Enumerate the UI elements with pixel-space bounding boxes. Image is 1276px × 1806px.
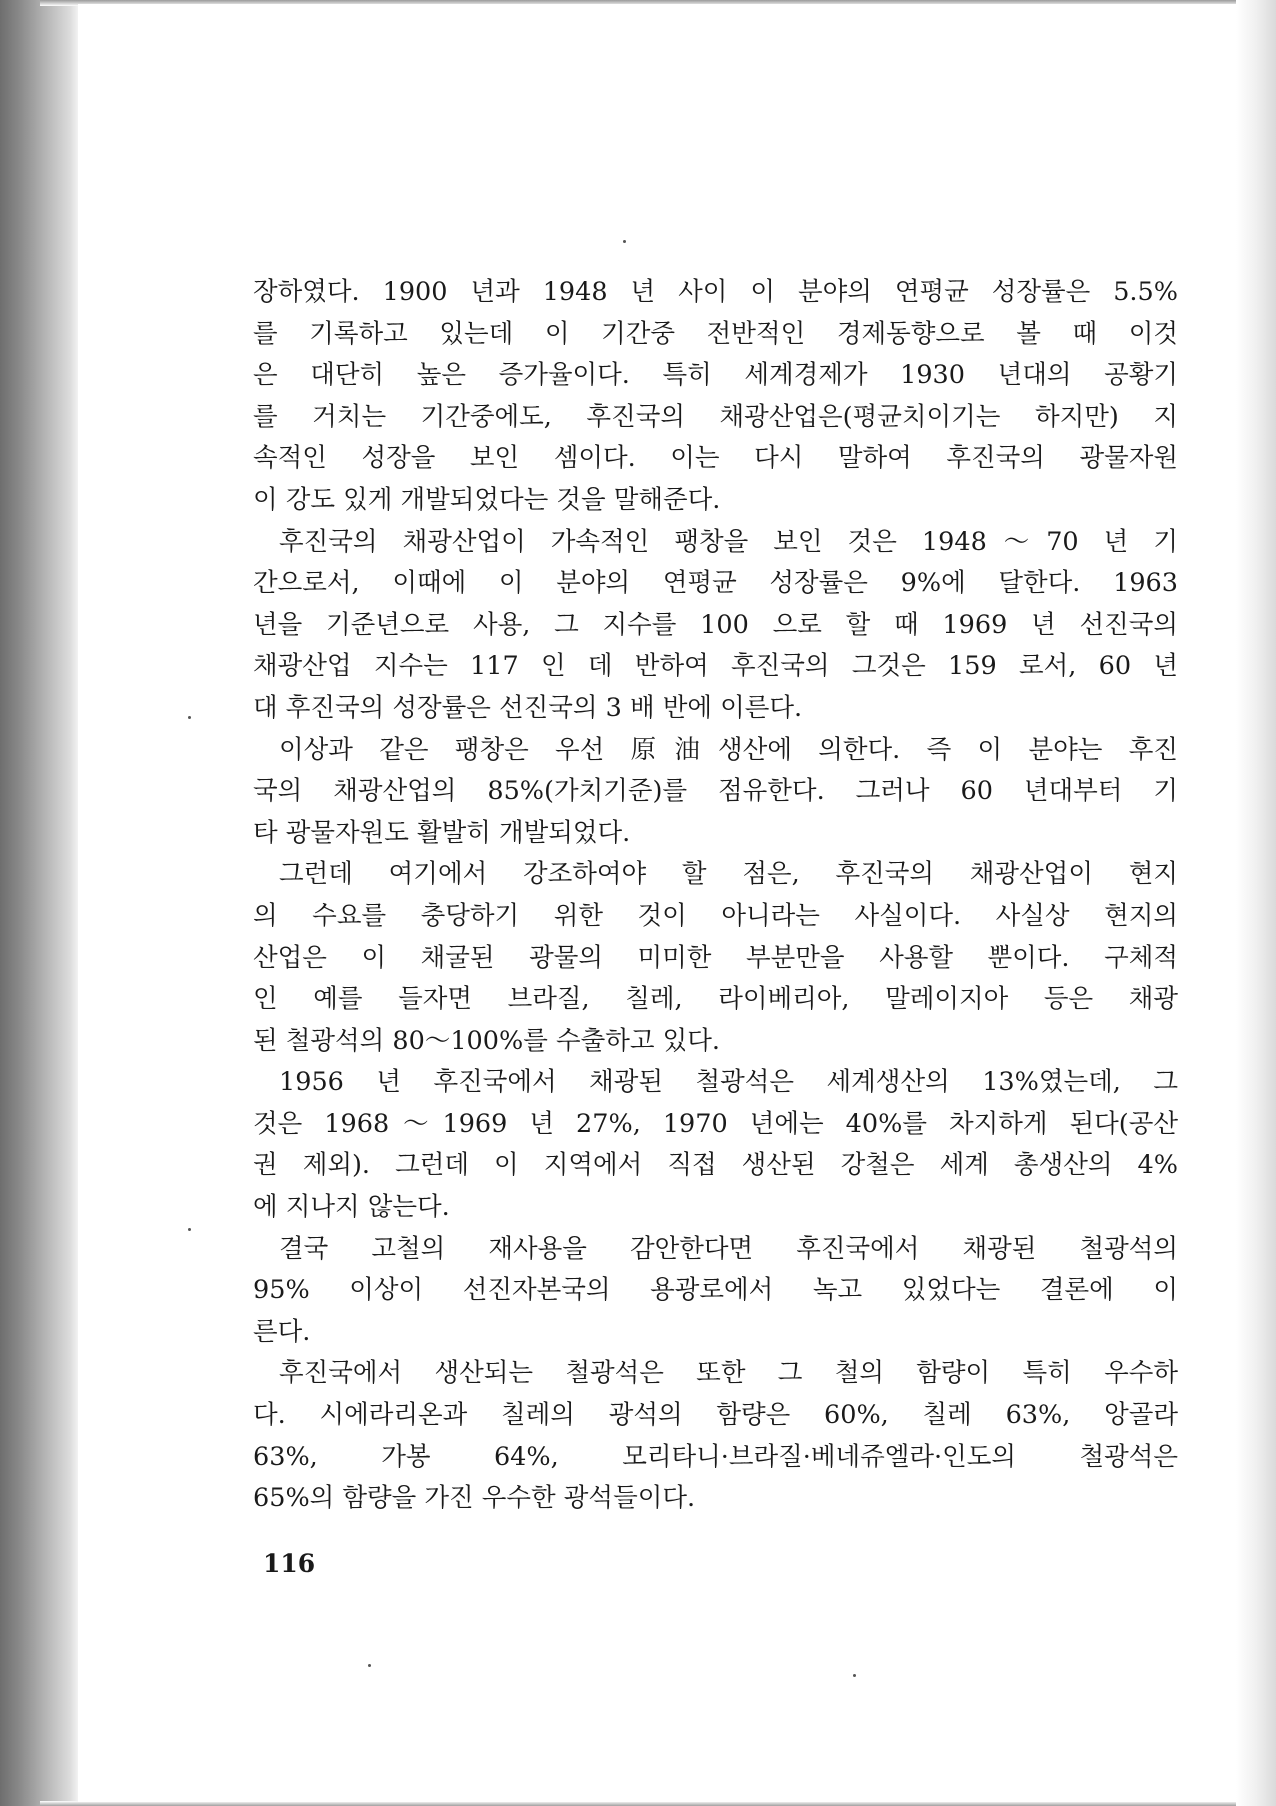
text-line: 권 제외). 그런데 이 지역에서 직접 생산된 강철은 세계 총생산의 4% (253, 1150, 1178, 1181)
text-line: 속적인 성장을 보인 셈이다. 이는 다시 말하여 후진국의 광물자원 (253, 443, 1178, 474)
text-line: 후진국의 채광산업이 가속적인 팽창을 보인 것은 1948～70 년 기 (279, 526, 1178, 557)
text-line: 이상과 같은 팽창은 우선 原油생산에 의한다. 즉 이 분야는 후진 (279, 734, 1178, 765)
scan-speck (853, 1674, 856, 1677)
text-line: 른다. (253, 1316, 311, 1347)
text-line: 장하였다. 1900 년과 1948 년 사이 이 분야의 연평균 성장률은 5.5% (253, 277, 1178, 307)
text-line: 에 지나지 않는다. (253, 1192, 450, 1223)
book-page-edge (0, 0, 78, 1806)
scan-speck (368, 1664, 371, 1667)
text-line: 국의 채광산업의 85%(가치기준)를 점유한다. 그러나 60 년대부터 기 (253, 776, 1178, 807)
text-line: 다. 시에라리온과 칠레의 광석의 함량은 60%, 칠레 63%, 앙골라 (253, 1400, 1178, 1431)
text-line: 것은 1968～1969 년 27%, 1970 년에는 40%를 차지하게 된다(공산 (253, 1108, 1178, 1139)
text-line: 의 수요를 충당하기 위한 것이 아니라는 사실이다. 사실상 현지의 (253, 900, 1178, 931)
paragraph (253, 730, 1178, 855)
text-line: 산업은 이 채굴된 광물의 미미한 부분만을 사용할 뿐이다. 구체적 (253, 942, 1178, 973)
page-right-shadow (1236, 0, 1276, 1806)
text-line: 은 대단히 높은 증가율이다. 특히 세계경제가 1930 년대의 공황기 (253, 360, 1178, 391)
paragraph (253, 1229, 1178, 1354)
paragraph (253, 854, 1178, 1062)
paragraph (253, 1353, 1178, 1519)
text-line: 간으로서, 이때에 이 분야의 연평균 성장률은 9%에 달한다. 1963 (253, 568, 1178, 599)
text-line: 95% 이상이 선진자본국의 용광로에서 녹고 있었다는 결론에 이 (253, 1275, 1178, 1306)
paragraph (253, 272, 1178, 522)
text-line: 1956 년 후진국에서 채광된 철광석은 세계생산의 13%였는데, 그 (279, 1067, 1178, 1098)
text-line: 결국 고철의 재사용을 감안한다면 후진국에서 채광된 철광석의 (279, 1233, 1178, 1264)
text-line: 이 강도 있게 개발되었다는 것을 말해준다. (253, 484, 721, 515)
text-line: 인 예를 들자면 브라질, 칠레, 라이베리아, 말레이지아 등은 채광 (253, 984, 1178, 1015)
text-line: 그런데 여기에서 강조하여야 할 점은, 후진국의 채광산업이 현지 (279, 859, 1178, 890)
text-line: 를 거치는 기간중에도, 후진국의 채광산업은(평균치이기는 하지만) 지 (253, 401, 1178, 432)
text-line: 대 후진국의 성장률은 선진국의 3 배 반에 이른다. (253, 692, 803, 723)
text-line: 타 광물자원도 활발히 개발되었다. (253, 817, 631, 848)
scan-speck (188, 1228, 191, 1231)
text-line: 63%, 가봉 64%, 모리타니·브라질·베네쥬엘라·인도의 철광석은 (253, 1441, 1178, 1472)
scan-speck (188, 716, 191, 719)
text-line: 채광산업 지수는 117 인 데 반하여 후진국의 그것은 159 로서, 60 년 (253, 651, 1178, 682)
page-number: 116 (263, 1549, 316, 1578)
text-line: 년을 기준년으로 사용, 그 지수를 100 으로 할 때 1969 년 선진국의 (253, 609, 1178, 640)
text-line: 를 기록하고 있는데 이 기간중 전반적인 경제동향으로 볼 때 이것 (253, 318, 1178, 349)
body-text (253, 272, 1178, 1520)
scan-speck (623, 240, 626, 243)
text-line: 된 철광석의 80～100%를 수출하고 있다. (253, 1025, 720, 1056)
text-line: 후진국에서 생산되는 철광석은 또한 그 철의 함량이 특히 우수하 (279, 1358, 1178, 1389)
paragraph (253, 522, 1178, 730)
document-page (78, 4, 1236, 1802)
paragraph (253, 1062, 1178, 1228)
text-line: 65%의 함량을 가진 우수한 광석들이다. (253, 1483, 696, 1514)
